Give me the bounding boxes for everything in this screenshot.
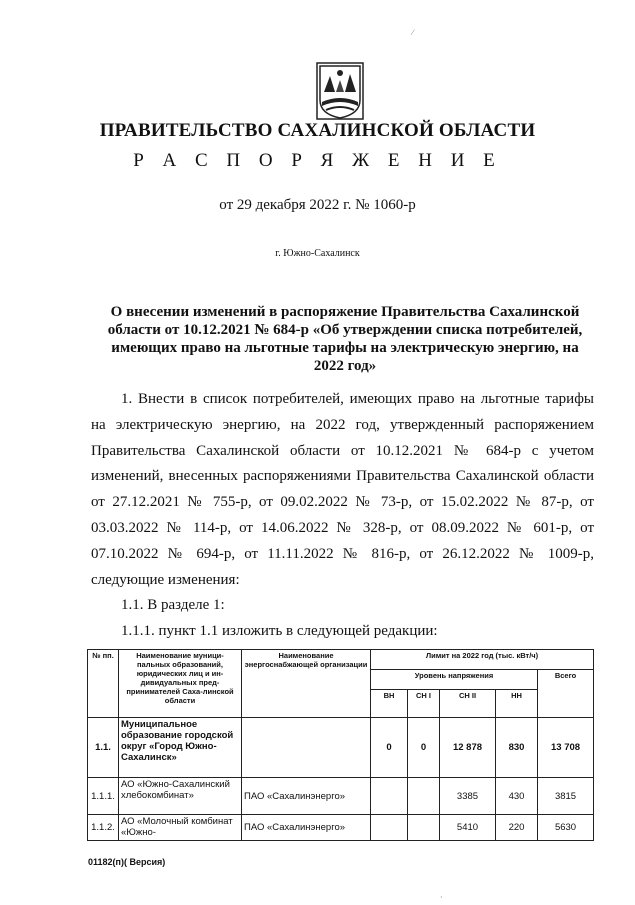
header-num: № пп.: [88, 650, 119, 718]
document-body: [91, 387, 594, 645]
paragraph-1: 1. Внести в список потребителей, имеющих право на льготные тарифы на электрическую энергию, на 2022 год, утвержденный распоряжением Правительства Сахалинской области от 10.12.2021 № 684-р с учетом изменений, внесенных распоряжениями Правительства Сахалинской области от 27.12.2021 № 755-р, от 09.02.2022 № 73-р, от 15.02.2022 № 87-р, от 03.03.2022 № 114-р, от 14.06.2022 № 328-р, от 08.09.2022 № 601-р, от 07.10.2022 № 694-р, от 11.11.2022 № 816-р, от 26.12.2022 № 1009-р, следующие изменения:: [91, 391, 594, 588]
cell-sn1: [408, 815, 440, 841]
table-header-row: [88, 650, 594, 670]
cell-num: 1.1.: [88, 718, 119, 778]
cell-vn: 0: [371, 718, 408, 778]
cell-num: 1.1.1.: [88, 778, 119, 815]
document-city: г. Южно-Сахалинск: [275, 248, 360, 259]
cell-nn: 830: [496, 718, 538, 778]
coat-of-arms-icon: [316, 62, 364, 120]
cell-vn: [371, 778, 408, 815]
cell-supplier: [242, 718, 371, 778]
header-limit: Лимит на 2022 год (тыс. кВт/ч): [371, 650, 594, 670]
cell-sn1: [408, 778, 440, 815]
table-row: [88, 815, 594, 841]
table-row: [88, 718, 594, 778]
cell-sn2: 12 878: [440, 718, 496, 778]
cell-sn1: 0: [408, 718, 440, 778]
cell-total: 13 708: [538, 718, 594, 778]
scan-speck: ·: [440, 893, 443, 902]
paragraph-2: 1.1. В разделе 1:: [121, 597, 225, 614]
paragraph-3: 1.1.1. пункт 1.1 изложить в следующей редакции:: [121, 623, 438, 640]
cell-name: Муниципальное образование городской округ «Город Южно-Сахалинск»: [119, 718, 242, 778]
table-row: [88, 778, 594, 815]
cell-total: 3815: [538, 778, 594, 815]
cell-num: 1.1.2.: [88, 815, 119, 841]
cell-name: АО «Южно-Сахалинский хлебокомбинат»: [119, 778, 242, 815]
scan-speck: ⁄: [412, 28, 414, 37]
limits-table: [87, 649, 594, 841]
header-vn: ВН: [371, 690, 408, 718]
document-kind: Р А С П О Р Я Ж Е Н И Е: [133, 150, 502, 171]
cell-nn: 220: [496, 815, 538, 841]
cell-vn: [371, 815, 408, 841]
cell-supplier: ПАО «Сахалинэнерго»: [242, 815, 371, 841]
header-supplier: Наименование энергоснабжающей организации: [242, 650, 371, 718]
header-voltage: Уровень напряжения: [371, 670, 538, 690]
cell-sn2: 5410: [440, 815, 496, 841]
cell-supplier: ПАО «Сахалинэнерго»: [242, 778, 371, 815]
header-sn2: СН II: [440, 690, 496, 718]
government-title: ПРАВИТЕЛЬСТВО САХАЛИНСКОЙ ОБЛАСТИ: [99, 120, 536, 141]
cell-nn: 430: [496, 778, 538, 815]
document-subject: О внесении изменений в распоряжение Правительства Сахалинской области от 10.12.2021 № 684-р «Об утверждении списка потребителей, имеющих право на льготные тарифы на электрическую энергию, на 2022 год»: [107, 304, 583, 374]
cell-sn2: 3385: [440, 778, 496, 815]
form-code: 01182(п)( Версия): [88, 857, 166, 867]
header-name: Наименование муници-пальных образований, юридических лиц и ин-дивидуальных пред-принимателей Саха-линской области: [119, 650, 242, 718]
cell-name: АО «Молочный комбинат «Южно-: [119, 815, 242, 841]
header-total: Всего: [538, 670, 594, 718]
cell-total: 5630: [538, 815, 594, 841]
document-date-number: от 29 декабря 2022 г. № 1060-р: [219, 197, 416, 213]
header-nn: НН: [496, 690, 538, 718]
header-sn1: СН I: [408, 690, 440, 718]
